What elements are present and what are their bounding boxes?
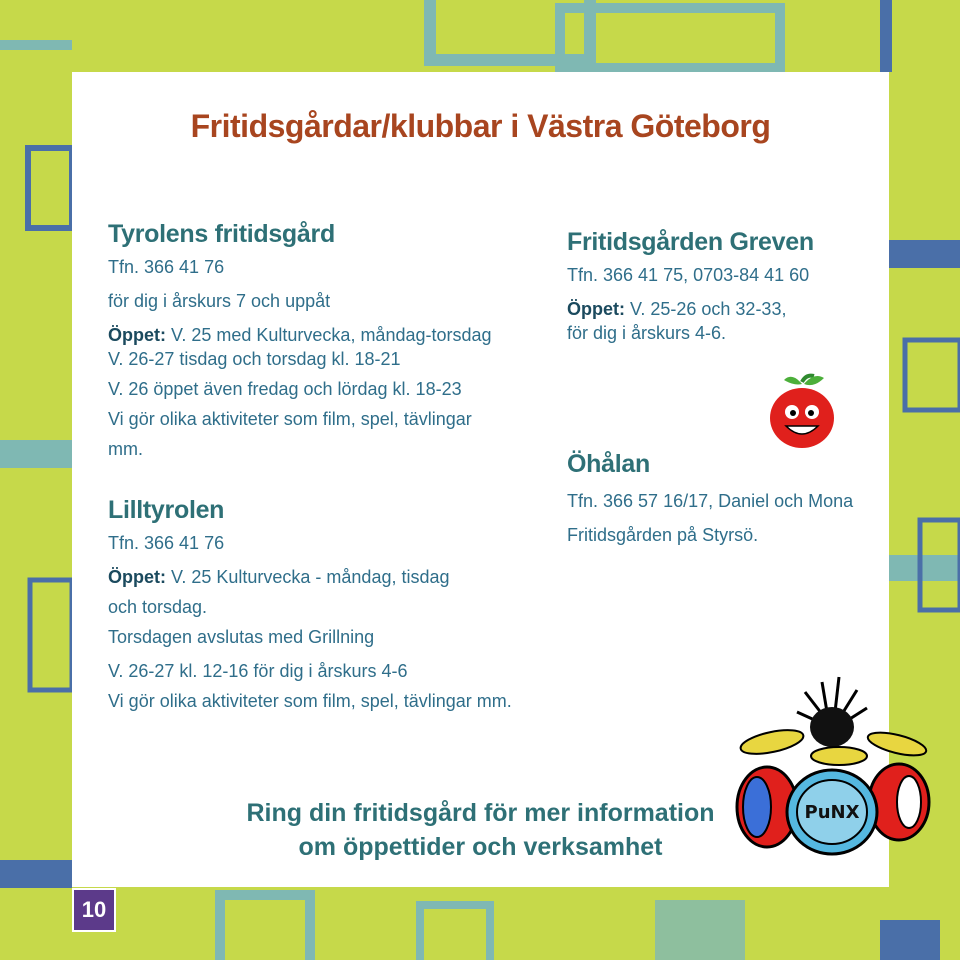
left-column	[108, 219, 588, 713]
greven-open	[567, 297, 887, 321]
drummer-illustration	[727, 672, 937, 857]
open-label: Öppet:	[108, 567, 166, 587]
ohalan-section	[567, 449, 887, 547]
open-text: V. 25 med Kulturvecka, måndag-torsdag	[166, 325, 492, 345]
greven-heading: Fritidsgården Greven	[567, 228, 814, 256]
greven-phone: Tfn. 366 41 75, 0703-84 41 60	[567, 265, 810, 285]
tyrolen-heading: Tyrolens fritidsgård	[108, 220, 335, 248]
lilltyrolen-phone: Tfn. 366 41 76	[108, 533, 225, 553]
tyrolen-section	[108, 219, 588, 461]
greven-line2: för dig i årskurs 4-6.	[567, 323, 727, 343]
tyrolen-open	[108, 323, 588, 347]
open-label: Öppet:	[567, 299, 625, 319]
content-card	[72, 72, 889, 887]
lilltyrolen-line2: och torsdag.	[108, 597, 208, 617]
ohalan-line2: Fritidsgården på Styrsö.	[567, 525, 759, 545]
tyrolen-phone: Tfn. 366 41 76	[108, 257, 225, 277]
lilltyrolen-section	[108, 495, 588, 713]
lilltyrolen-line5: Vi gör olika aktiviteter som film, spel, tävlingar mm.	[108, 691, 512, 711]
lilltyrolen-line3: Torsdagen avslutas med Grillning	[108, 627, 375, 647]
tyrolen-line5: mm.	[108, 439, 143, 459]
tyrolen-line3: V. 26 öppet även fredag och lördag kl. 18-23	[108, 379, 462, 399]
apple-illustration	[762, 372, 842, 452]
page-title: Fritidsgårdar/klubbar i Västra Göteborg	[190, 108, 771, 144]
footer-line2: om öppettider och verksamhet	[298, 833, 663, 861]
lilltyrolen-line4: V. 26-27 kl. 12-16 för dig i årskurs 4-6	[108, 661, 408, 681]
tyrolen-line2: V. 26-27 tisdag och torsdag kl. 18-21	[108, 349, 401, 369]
ohalan-phone: Tfn. 366 57 16/17, Daniel och Mona	[567, 491, 854, 511]
open-label: Öppet:	[108, 325, 166, 345]
page-number-badge: 10	[72, 888, 116, 932]
footer-line1: Ring din fritidsgård för mer information	[246, 799, 715, 827]
open-text: V. 25 Kulturvecka - måndag, tisdag	[166, 567, 450, 587]
lilltyrolen-heading: Lilltyrolen	[108, 496, 225, 524]
open-text: V. 25-26 och 32-33,	[625, 299, 787, 319]
drum-logo-text: PuNX	[804, 802, 860, 823]
ohalan-heading: Öhålan	[567, 450, 650, 478]
greven-section	[567, 227, 887, 345]
tyrolen-line4: Vi gör olika aktiviteter som film, spel, tävlingar	[108, 409, 472, 429]
tyrolen-grade: för dig i årskurs 7 och uppåt	[108, 291, 331, 311]
lilltyrolen-open	[108, 565, 588, 589]
